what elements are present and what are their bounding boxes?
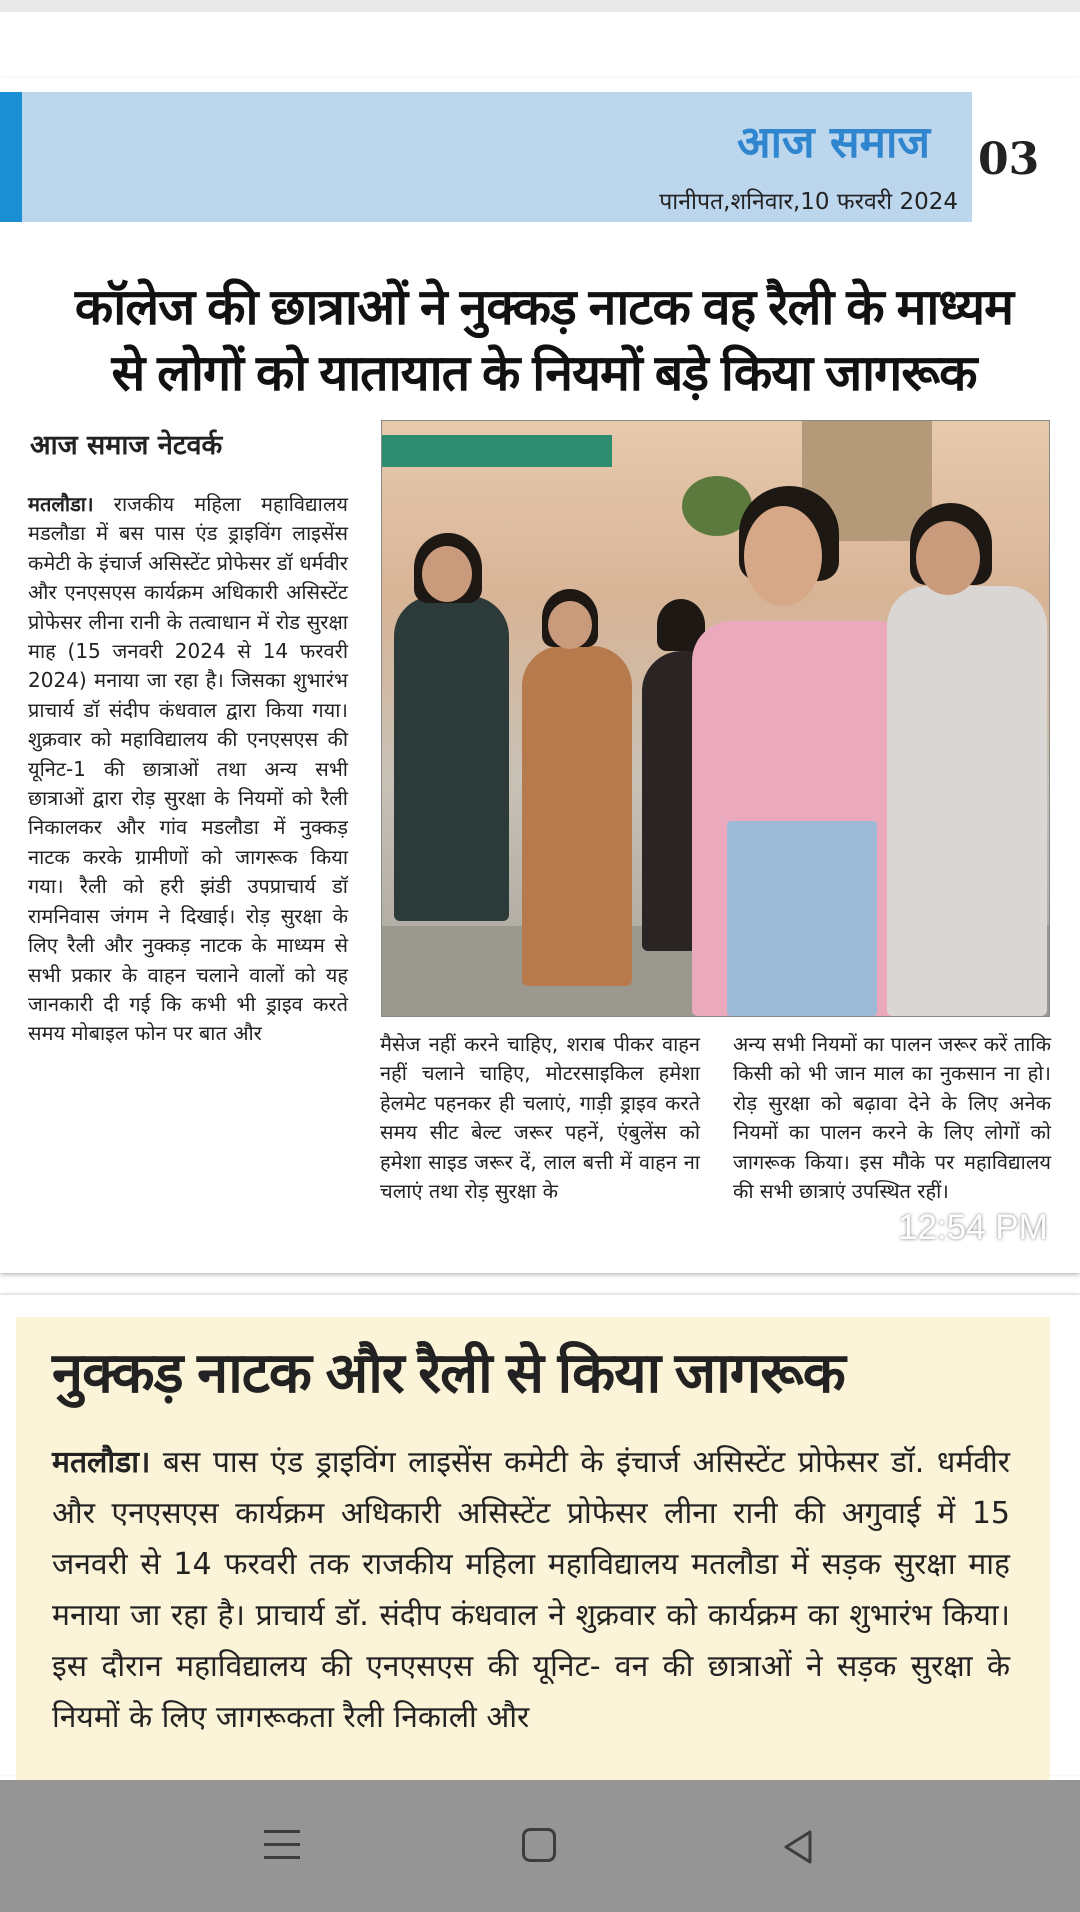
page-number: 03 — [978, 134, 1040, 185]
photo-jeans — [727, 821, 877, 1016]
article-headline — [24, 274, 1064, 406]
photo-awning — [382, 435, 612, 467]
home-icon[interactable] — [522, 1828, 556, 1862]
masthead — [22, 92, 972, 222]
newspaper-clipping-2 — [0, 1295, 1080, 1775]
clipping-2-dateline: मतलौडा। — [52, 1445, 151, 1480]
article-column-1 — [28, 490, 348, 1049]
newspaper-title: आज समाज — [736, 117, 930, 168]
back-icon[interactable] — [780, 1828, 818, 1866]
photo-face-5 — [916, 521, 980, 595]
clipping-2-text: बस पास एंड ड्राइविंग लाइसेंस कमेटी के इंचार्ज असिस्टेंट प्रोफेसर डॉ. धर्मवीर और एनएसएस कार्यक्रम अधिकारी असिस्टेंट प्रोफेसर लीना रानी की अगुवाई में 15 जनवरी से 14 फरवरी तक राजकीय महिला महाविद्यालय मतलौडा में सड़क सुरक्षा माह मनाया जा रहा है। प्राचार्य डॉ. संदीप कंधवाल ने शुक्रवार को कार्यक्रम का शुभारंभ किया। इस दौरान महाविद्यालय की एनएसएस की यूनिट- वन की छात्राओं ने सड़क सुरक्षा के नियमों के लिए जागरूकता रैली निकाली और — [52, 1445, 1010, 1735]
article-column-2: मैसेज नहीं करने चाहिए, शराब पीकर वाहन नहीं चलाने चाहिए, मोटरसाइकिल हमेशा हेलमेट पहनकर ही चलाएं, गाड़ी ड्राइव करते समय सीट बेल्ट जरूर पहनें, एंबुलेंस को हमेशा साइड जरूर दें, लाल बत्ती में वाहन ना चलाएं तथा रोड़ सुरक्षा के — [380, 1032, 700, 1204]
accent-edge — [0, 92, 22, 222]
photo-face-2 — [548, 601, 592, 649]
menu-icon[interactable] — [264, 1830, 300, 1869]
photo-girl-2 — [522, 646, 632, 986]
article-column-3: अन्य सभी नियमों का पालन जरूर करें ताकि किसी को भी जान माल का नुकसान ना हो। रोड़ सुरक्षा को बढ़ावा देने के लिए अनेक नियमों का पालन करने के लिए लोगों को जागरूक किया। इस मौके पर महाविद्यालय की सभी छात्राएं उपस्थित रहीं। — [733, 1032, 1051, 1204]
headline-line-1: कॉलेज की छात्राओं ने नुक्कड़ नाटक वह रैली के माध्यम — [74, 279, 1014, 335]
photo-girl-1 — [394, 596, 509, 921]
newspaper-dateline: पानीपत,शनिवार,10 फरवरी 2024 — [659, 189, 958, 215]
column-1-text: राजकीय महिला महाविद्यालय मडलौडा में बस पास एंड ड्राइविंग लाइसेंस कमेटी के इंचार्ज असिस्टेंट प्रोफेसर डॉ धर्मवीर और एनएसएस कार्यक्रम अधिकारी असिस्टेंट प्रोफेसर लीना रानी के तत्वाधान में रोड सुरक्षा माह (15 जनवरी 2024 से 14 फरवरी 2024) मनाया जा रहा है। जिसका शुभारंभ प्राचार्य डॉ संदीप कंधवाल द्वारा किया गया। शुक्रवार को महाविद्यालय की एनएसएस की यूनिट-1 की छात्राओं तथा अन्य सभी छात्राओं द्वारा रोड़ सुरक्षा के नियमों को रैली निकालकर और गांव मडलौडा में नुक्कड़ नाटक करके ग्रामीणों को जागरूक किया गया। रैली को हरी झंडी उपप्राचार्य डॉ रामनिवास जंगम ने दिखाई। रोड़ सुरक्षा के लिए रैली और नुक्कड़ नाटक के माध्यम से सभी प्रकार के वाहन चलाने वालों को यह जानकारी दी गई कि कभी भी ड्राइव करते समय मोबाइल फोन पर बात और — [28, 492, 348, 1046]
navigation-bar — [0, 1780, 1080, 1912]
photo-face-1 — [422, 546, 472, 602]
newspaper-clipping-1 — [0, 78, 1080, 1273]
rally-photo — [381, 420, 1050, 1017]
photo-face-4 — [744, 506, 822, 606]
timestamp-overlay: 12:54 PM — [898, 1208, 1048, 1247]
byline: आज समाज नेटवर्क — [30, 430, 223, 461]
clipping-2-headline: नुक्कड़ नाटक और रैली से किया जागरूक — [52, 1341, 845, 1404]
photo-girl-5 — [887, 586, 1047, 1016]
clipping-2-body — [52, 1437, 1010, 1743]
top-strip — [0, 0, 1080, 12]
article-dateline: मतलौडा। — [28, 492, 94, 516]
headline-line-2: से लोगों को यातायात के नियमों बड़े किया जागरूक — [111, 345, 977, 401]
